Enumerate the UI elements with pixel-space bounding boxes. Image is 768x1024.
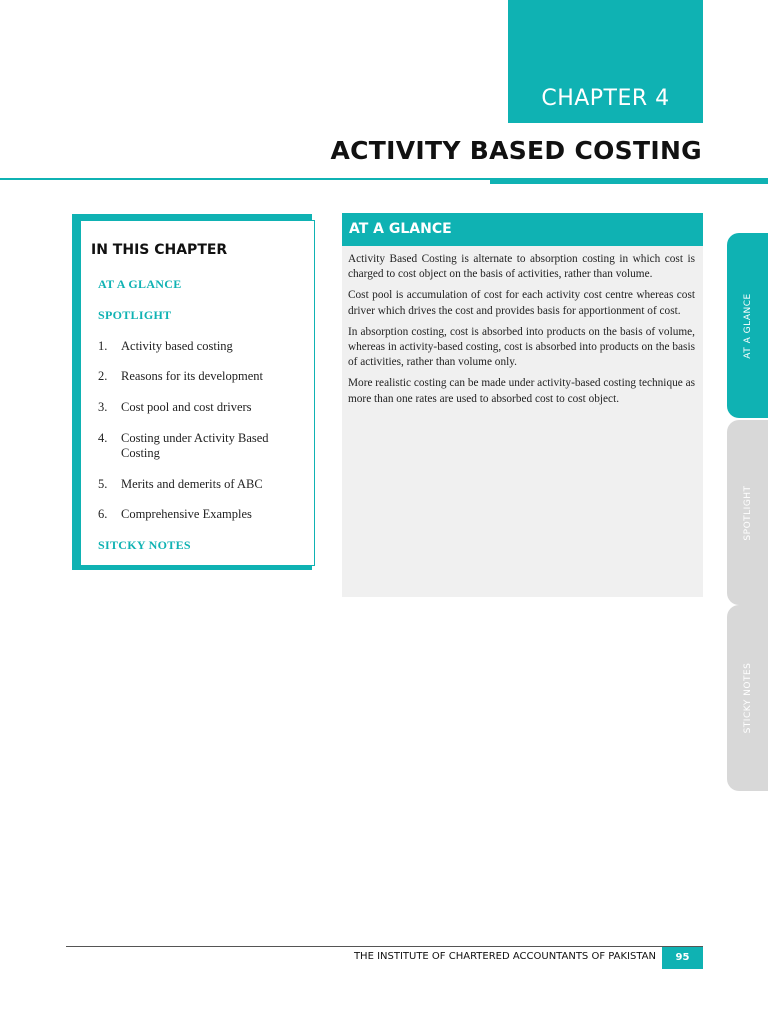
toc-item-text: Costing under Activity Based Costing bbox=[121, 431, 269, 460]
at-a-glance-panel bbox=[342, 213, 703, 597]
side-tab-at-a-glance[interactable] bbox=[727, 233, 768, 418]
title-divider-accent bbox=[490, 180, 768, 184]
glance-paragraph: More realistic costing can be made under activity-based costing technique as more than one rates are used to absorbed cost to cost object. bbox=[348, 377, 695, 405]
toc-item-number: 3. bbox=[98, 400, 108, 414]
chapter-label: CHAPTER 4 bbox=[541, 86, 670, 111]
toc-item-number: 4. bbox=[98, 431, 108, 445]
toc-link-sticky-notes[interactable]: SITCKY NOTES bbox=[98, 538, 191, 552]
side-tab-sticky-notes[interactable] bbox=[727, 605, 768, 791]
toc-item-number: 5. bbox=[98, 477, 108, 491]
footer-divider bbox=[66, 946, 703, 947]
toc-item-text: Activity based costing bbox=[121, 339, 233, 353]
toc-item-text: Merits and demerits of ABC bbox=[121, 477, 263, 491]
toc-heading: IN THIS CHAPTER bbox=[91, 242, 228, 258]
toc-link-spotlight[interactable]: SPOTLIGHT bbox=[98, 308, 172, 322]
side-tab-label: STICKY NOTES bbox=[742, 662, 753, 734]
side-tab-label: AT A GLANCE bbox=[742, 292, 753, 359]
glance-paragraph: Cost pool is accumulation of cost for each activity cost centre whereas cost driver which drives the cost and provides basis for apportionment of cost. bbox=[348, 289, 695, 317]
chapter-banner bbox=[508, 0, 703, 123]
at-a-glance-title: AT A GLANCE bbox=[349, 221, 452, 237]
side-tab-spotlight[interactable] bbox=[727, 420, 768, 605]
toc-item-text: Comprehensive Examples bbox=[121, 507, 252, 521]
toc-item-text: Cost pool and cost drivers bbox=[121, 400, 252, 414]
toc-item-text: Reasons for its development bbox=[121, 369, 263, 383]
toc-item-number: 2. bbox=[98, 369, 108, 383]
side-tab-label: SPOTLIGHT bbox=[742, 484, 753, 541]
glance-paragraph: In absorption costing, cost is absorbed into products on the basis of volume, whereas in activity-based costing, cost is absorbed into products on the basis of activities, rather than volume only. bbox=[348, 325, 695, 369]
page-title: ACTIVITY BASED COSTING bbox=[330, 136, 702, 165]
glance-paragraph: Activity Based Costing is alternate to absorption costing in which cost is charged to cost object on the basis of activities, rather than volume. bbox=[348, 253, 695, 281]
footer-institute: THE INSTITUTE OF CHARTERED ACCOUNTANTS OF PAKISTAN bbox=[353, 951, 656, 962]
at-a-glance-body bbox=[348, 252, 695, 413]
toc-item-number: 1. bbox=[98, 339, 108, 353]
toc-link-at-a-glance[interactable]: AT A GLANCE bbox=[98, 277, 182, 291]
at-a-glance-header bbox=[342, 213, 703, 246]
toc-item-number: 6. bbox=[98, 507, 108, 521]
toc-box bbox=[80, 220, 315, 566]
page-number: 95 bbox=[662, 947, 703, 969]
